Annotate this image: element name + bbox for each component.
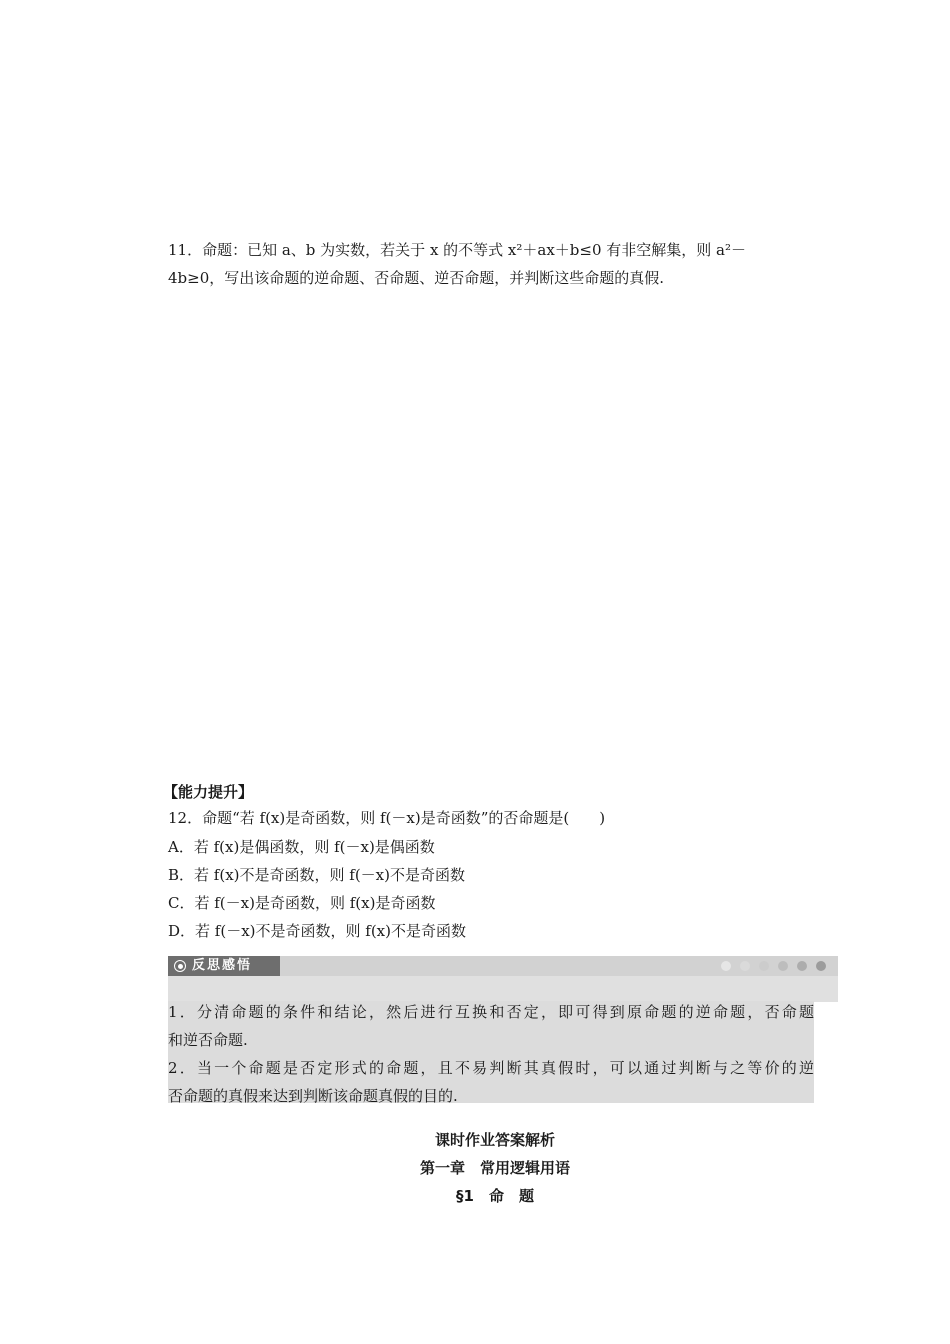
- reflection-point-1-line-1: 1．分清命题的条件和结论，然后进行互换和否定，即可得到原命题的逆命题，否命题: [168, 1003, 814, 1021]
- question-11-line-1: 11．命题：已知 a、b 为实数，若关于 x 的不等式 x²＋ax＋b≤0 有非空解集，则 a²－: [168, 241, 747, 259]
- section-title: §1 命 题: [456, 1187, 534, 1205]
- question-11-line-2: 4b≥0，写出该命题的逆命题、否命题、逆否命题，并判断这些命题的真假.: [168, 269, 665, 287]
- reflection-label: 反思感悟: [192, 958, 253, 973]
- reflection-header-bar: [168, 956, 838, 976]
- chapter-title: 第一章 常用逻辑用语: [419, 1159, 570, 1177]
- dot-icon: [797, 961, 807, 971]
- dot-icon: [759, 961, 769, 971]
- reflection-point-1-line-2: 和逆否命题.: [168, 1031, 248, 1049]
- dot-icon: [721, 961, 731, 971]
- target-icon: [174, 960, 186, 972]
- question-12-option-a: A．若 f(x)是偶函数，则 f(－x)是偶函数: [168, 838, 435, 856]
- reflection-point-2-line-1: 2．当一个命题是否定形式的命题，且不易判断其真假时，可以通过判断与之等价的逆: [168, 1059, 814, 1077]
- decorative-dots: [721, 961, 826, 971]
- dot-icon: [740, 961, 750, 971]
- question-12-option-b: B．若 f(x)不是奇函数，则 f(－x)不是奇函数: [168, 866, 465, 884]
- question-12-option-d: D．若 f(－x)不是奇函数，则 f(x)不是奇函数: [168, 922, 466, 940]
- answers-title: 课时作业答案解析: [434, 1131, 555, 1149]
- reflection-tab: [168, 956, 280, 976]
- question-12-option-c: C．若 f(－x)是奇函数，则 f(x)是奇函数: [168, 894, 436, 912]
- reflection-point-2-line-2: 否命题的真假来达到判断该命题真假的目的.: [168, 1087, 458, 1105]
- dot-icon: [778, 961, 788, 971]
- ability-heading: 【能力提升】: [163, 783, 254, 801]
- question-12-stem: 12．命题“若 f(x)是奇函数，则 f(－x)是奇函数”的否命题是( ): [168, 809, 606, 827]
- dot-icon: [816, 961, 826, 971]
